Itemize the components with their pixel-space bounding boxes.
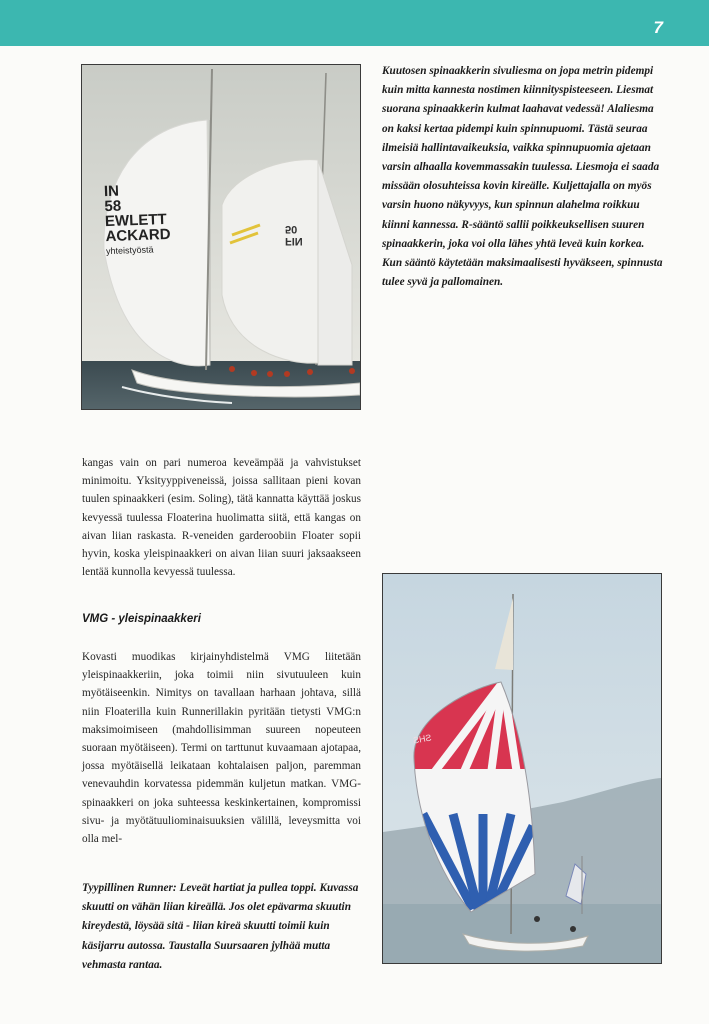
left-sail-lettering [104,182,172,259]
section-heading: VMG - yleispinaakkeri [82,613,201,625]
right-sail-line: 50 [285,223,298,235]
body-paragraph-1-text: kangas vain on pari numeroa keveämpää ja vahvistukset minimoitu. Yksityyppiveneissä, joissa sallitaan pieni kovan tuulen spinaakkeri (esim. Soling), tätä kannatta käyttää joskus kevyessä tuulessa Floaterina huolimatta siitä, että kangas on aivan liian raskasta. R-veneiden garderoobiin Floater sopii hyvin, koska yleispinaakkeri on aivan liian suuri jaksaakseen lentää kunnolla kevyessä tuulessa. [82,457,361,579]
left-sail-line: ACKARD [105,225,171,246]
left-sail-line: IN [103,182,120,201]
left-sail-line: EWLETT [104,210,167,231]
photo-runner-illustration [383,574,661,963]
photo-two-yachts-spinnakers [81,64,361,410]
left-sail-line: 58 [104,197,122,216]
body-paragraph-1 [82,454,361,581]
page-header-band [0,0,709,46]
right-sail-lettering [285,223,303,247]
caption-top-text: Kuutosen spinaakkerin sivuliesma on jopa metrin pidempi kuin mitta kannesta nostimen kiinnityspisteeseen. Liesmat suorana spinaakkerin kulmat laahavat vedessä! Alaliesma on kaksi kertaa pidempi kuin spinnupuomi. Tästä seuraa ilmeisiä hallintavaikeuksia, vaikka spinnupuomia ajetaan varsin alhaalla kovemmassakin tuulessa. Liesmoja ei saada missään olosuhteissa kovin kireälle. Kuljettajalla on myös varsin huono näkyvyys, kun spinnun alahelma roikkuu kiinni kannessa. R-sääntö sallii poikkeuksellisen suuren spinaakkerin, joka voi olla lähes yhtä leveä kuin korkea. Kun sääntö käytetään maksimaalisesti hyväkseen, spinnusta tulee syvä ja pallomainen. [382,65,663,289]
left-sail-line: yhteistyöstä [105,244,154,257]
photo-runner-spinnaker [382,573,662,964]
photo-caption-top [382,62,664,292]
spinnaker-lettering: SHS [412,732,433,746]
right-sail-line: FIN [285,235,303,247]
caption-bottom-text: Tyypillinen Runner: Leveät hartiat ja pullea toppi. Kuvassa skuutti on vähän liian kireällä. Jos olet epävarma skuutin kireydestä, löysää sitä - liian kireä skuutti toimii kuin käsijarru autossa. Taustalla Suursaaren jylhää mutta vehmasta rantaa. [82,882,359,971]
photo-caption-bottom [82,879,360,975]
body-paragraph-2 [82,648,361,848]
page-number: 7 [653,18,663,37]
body-paragraph-2-text: Kovasti muodikas kirjainyhdistelmä VMG liitetään yleispinaakkeriin, joka toimii niin sivutuuleen kuin myötäiseenkin. Nimitys on tavallaan harhaan johtava, sillä niin Floaterilla kuin Runnerillakin pyritään tietysti VMG:n maksimoimiseen (mahdollisimman suureen nopeuteen suoraan myötäiseen). Termi on tarttunut kuvaamaan ajotapaa, jossa myötäisellä leikataan kohtalaisen paljon, paremman venevauhdin korvatessa pidemmän kuljetun matkan. VMG-spinaakkeri on joka suhteessa keskinkertainen, kompromissi sivu- ja myötätuuliominaisuuksien välillä, leveysmitta voi olla mel- [82,651,361,846]
